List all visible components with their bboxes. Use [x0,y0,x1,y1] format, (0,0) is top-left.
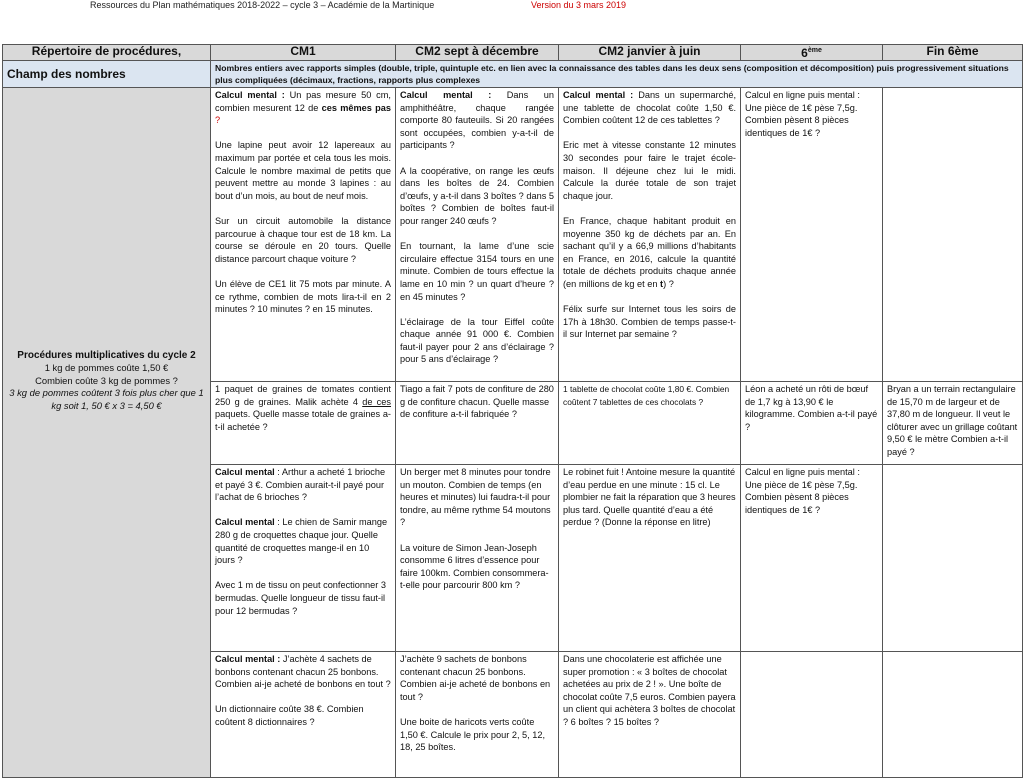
exercise-cell [883,652,1023,778]
exercise-cell [396,88,559,382]
exercise-cell [211,382,396,465]
exercise-cell [211,652,396,778]
exercise-text [215,516,391,566]
exercise-text [215,653,391,691]
procedure-line-2: Combien coûte 3 kg de pommes ? [35,374,178,386]
exercise-text [215,703,391,728]
exercise-cell [559,652,741,778]
text-segment: ) ? [663,278,674,289]
page-header-version: Version du 3 mars 2019 [531,0,627,10]
exercise-text [215,215,391,265]
text-segment: Tiago a fait 7 pots de confiture de 280 g de confiture chacun. Quelle masse de confiture a-t-il fabriquée ? [400,384,554,420]
text-segment: Un pas mesure 50 cm, combien mesurent 12 de [215,90,391,113]
exercise-text [215,383,391,433]
procedure-cell [3,88,211,778]
text-segment: Calcul en ligne puis mental : Une pièce de 1€ pèse 7,5g. Combien pèsent 8 pièces identiques de 1€ ? [745,90,860,138]
exercise-text [400,653,554,703]
exercise-text [400,542,554,592]
exercise-cell [559,382,741,465]
champ-label: Champ des nombres [3,61,211,88]
procedure-example: 3 kg de pommes coûtent 3 fois plus cher que 1 kg soit 1, 50 € x 3 = 4,50 € [9,387,204,411]
exercise-cell [396,465,559,652]
page-header-title: Ressources du Plan mathématiques 2018-2022 – cycle 3 – Académie de la Martinique [90,0,435,10]
col-header-6eme-sup: ème [807,47,822,54]
procedure-line-1: 1 kg de pommes coûte 1,50 € [44,362,169,374]
exercise-text [400,316,554,366]
exercise-cell [741,382,883,465]
exercise-cell [559,88,741,382]
exercise-text [400,383,554,421]
exercise-text [563,303,736,341]
text-segment: : Arthur a acheté 1 brioche et payé 3 €. Combien aurait-t-il payé pour l’achat de 6 brioches ? [215,467,386,503]
champ-row [3,61,1023,88]
exercise-text [745,89,878,139]
exercise-text [563,383,736,408]
exercise-text [215,139,391,202]
exercise-text [563,653,736,729]
exercise-text [400,466,554,529]
bold-label: Calcul mental [215,467,275,477]
text-segment: Un dictionnaire coûte 38 €. Combien coûtent 8 dictionnaires ? [215,704,364,727]
text-segment: Dans un supermarché, une tablette de chocolat coûte 1,50 €. Combien coûtent 12 de ces tablettes ? [563,90,736,126]
exercise-text [400,89,554,152]
exercise-text [563,215,736,291]
text-segment: L’éclairage de la tour Eiffel coûte chaque année 91 000 €. Combien faut-il payer pour 2 ans d’éclairage ? pour 5 ans d’éclairage ? [400,316,554,365]
exercise-text [215,89,391,127]
col-header-cm2-sept-dec: CM2 sept à décembre [396,45,559,61]
exercise-cell [883,88,1023,382]
exercise-cell [883,465,1023,652]
bold-label: Calcul mental : [215,90,285,100]
exercise-cell [396,382,559,465]
exercise-text [563,466,736,529]
exercise-text [563,89,736,127]
text-segment: La voiture de Simon Jean-Joseph consomme 6 litres d’essence pour faire 100km. Combien consommera-t-elle pour parcourir 800 km ? [400,542,549,591]
text-segment: En tournant, la lame d’une scie circulaire effectue 3154 tours en une minute. Combien de tours effectue la lame en 10 min ? un quart d’heure ? en 45 minutes ? [400,241,554,302]
col-header-cm2-jan-juin: CM2 janvier à juin [559,45,741,61]
exercise-cell [741,88,883,382]
exercise-text [215,579,391,617]
bold-label: ces mêmes pas [321,102,391,113]
text-segment: Eric met à vitesse constante 12 minutes 30 secondes pour faire le trajet école-maison. Il déjeune chez lui le midi. Calcule la durée totale de son trajet chaque jour. [563,140,736,201]
text-segment: 1 paquet de graines de tomates contient 250 g de graines. Malik achète 4 [215,384,391,407]
text-segment: Calcul en ligne puis mental : Une pièce de 1€ pèse 7,5g. Combien pèsent 8 pièces identiques de 1€ ? [745,467,860,515]
text-segment: Sur un circuit automobile la distance parcourue à chaque tour est de 18 km. La course se déroule en 20 tours. Quelle distance parcourt chaque voiture ? [215,215,391,264]
exercise-text [745,383,878,433]
text-segment: Félix surfe sur Internet tous les soirs de 17h à 18h30. Combien de temps passe-t-il sur Internet par semaine ? [563,304,736,340]
text-segment: Bryan a un terrain rectangulaire de 15,70 m de largeur et de 37,80 m de longueur. Il veut le clôturer avec un grillage coûtant 9,50 € le mètre Combien a-t-il payé ? [887,384,1018,457]
text-segment: En France, chaque habitant produit en moyenne 350 kg de déchets par an. En sachant qu’il y a 66,9 millions d’habitants en France, en 2016, calcule la quantité totale de déchets produits chaque année (en millions de kg et en [563,215,736,289]
text-segment: Avec 1 m de tissu on peut confectionner 3 bermudas. Quelle longueur de tissu faut-il pour 12 bermudas ? [215,580,386,616]
col-header-repertoire: Répertoire de procédures, [3,45,211,61]
exercise-cell [741,652,883,778]
red-question-mark: ? [215,115,221,126]
exercise-cell [883,382,1023,465]
exercise-text [215,278,391,316]
exercise-cell [741,465,883,652]
exercise-cell [211,465,396,652]
bold-label: Calcul mental [215,517,275,528]
bold-label: t [660,278,664,289]
col-header-cm1: CM1 [211,45,396,61]
exercise-text [400,165,554,228]
text-segment: Léon a acheté un rôti de bœuf de 1,7 kg à 13,90 € le kilogramme. Combien a-t-il payé ? [745,384,878,432]
text-segment: paquets. Quelle masse totale de graines a-t-il achetée ? [215,409,391,432]
exercise-text [745,466,878,516]
exercise-text [400,240,554,303]
procedure-title: Procédures multiplicatives du cycle 2 [17,350,196,361]
col-header-fin-6eme: Fin 6ème [883,45,1023,61]
exercise-text [400,716,554,754]
exercise-cell [559,465,741,652]
table-row [3,88,1023,382]
champ-description: Nombres entiers avec rapports simples (double, triple, quintuple etc. en lien avec la connaissance des tables dans les deux sens (composition et décomposition) puis progressivement situations plus compliquées (décimaux, fractions, rapports plus complexes [211,61,1023,88]
table-header-row [3,45,1023,61]
bold-label: Calcul mental : [563,90,634,100]
exercise-text [215,466,391,504]
text-segment: Une lapine peut avoir 12 lapereaux au maximum par portée et cela tous les mois. Calcule le nombre maximal de petits que peuvent mettre au monde 3 lapines : au bout d’un mois, au bout de neuf mois. [215,140,391,201]
exercise-cell [396,652,559,778]
text-segment: J’achète 4 sachets de bonbons contenant chacun 25 bonbons. Combien ai-je acheté de bonbons en tout ? [215,654,391,690]
underlined-text: de ces [362,396,391,407]
bold-label: Calcul mental : [400,90,492,100]
text-segment: Le robinet fuit ! Antoine mesure la quantité d’eau perdue en une minute : 15 cl. Le plombier ne fait la réparation que 3 heures plus tard. Quelle quantité d’eau a été perdue ? (Donne la réponse en litre) [563,467,736,528]
text-segment: Un berger met 8 minutes pour tondre un mouton. Combien de temps (en heures et minutes) lui faudra-t-il pour tondre, au même rythme 54 moutons ? [400,467,551,528]
col-header-6eme-num: 6 [801,46,808,60]
text-segment: Une boite de haricots verts coûte 1,50 €. Calcule le prix pour 2, 5, 12, 18, 25 boîtes. [400,716,546,753]
exercise-text [887,383,1018,459]
text-segment: A la coopérative, on range les œufs dans les boîtes de 24. Combien d’œufs, y a-t-il dans 3 boîtes ? dans 5 boîtes ? Combien de boîtes faut-il pour ranger 240 œufs ? [400,165,554,226]
text-segment: 1 tablette de chocolat coûte 1,80 €. Combien coûtent 7 tablettes de ces chocolats ? [563,384,730,407]
exercise-text [563,139,736,202]
text-segment: Dans un amphithéâtre, chaque rangée comporte 80 fauteuils. Si 20 rangées sont occupées, combien y-a-t-il de participants ? [400,90,554,151]
col-header-6eme [741,45,883,61]
exercise-cell [211,88,396,382]
bold-label: Calcul mental : [215,654,281,664]
text-segment: : Le chien de Samir mange 280 g de croquettes chaque jour. Quelle quantité de croquettes mange-il en 10 jours ? [215,517,388,566]
procedures-table [2,44,1023,778]
text-segment: J’achète 9 sachets de bonbons contenant chacun 25 bonbons. Combien ai-je acheté de bonbons en tout ? [400,654,551,702]
text-segment: Dans une chocolaterie est affichée une super promotion : « 3 boîtes de chocolat achetées au prix de 2 ! ». Une boîte de chocolat coûte 7,5 euros. Combien payera un client qui achètera 3 boîtes de chocolat ? 6 boîtes ? 15 boîtes ? [563,654,736,727]
text-segment: Un élève de CE1 lit 75 mots par minute. A ce rythme, combien de mots lira-t-il en 2 minutes ? 10 minutes ? en 15 minutes. [215,278,391,315]
